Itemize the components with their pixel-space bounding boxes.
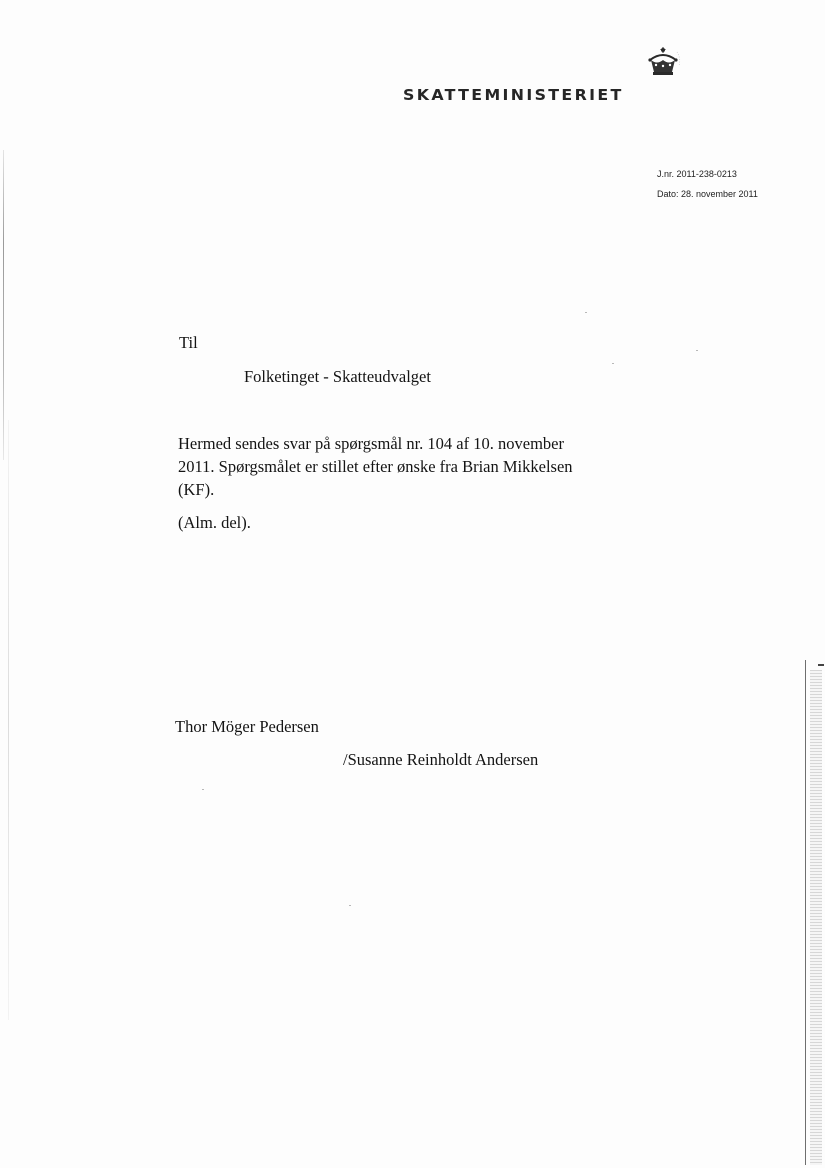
- letter-body: [178, 432, 598, 501]
- scan-speck: [202, 789, 204, 790]
- note: (Alm. del).: [178, 513, 251, 532]
- body-line: (KF).: [178, 480, 215, 499]
- scan-edge-right-texture: [810, 670, 822, 1165]
- scan-speck: [612, 363, 614, 364]
- recipient: Folketinget - Skatteudvalget: [244, 367, 431, 386]
- scan-edge-mark: [818, 664, 824, 666]
- body-line: 2011. Spørgsmålet er stillet efter ønske fra Brian Mikkelsen: [178, 457, 573, 476]
- scan-speck: [696, 350, 698, 351]
- scan-speck: [349, 905, 351, 906]
- scan-speck: [585, 312, 587, 313]
- letter-date: Dato: 28. november 2011: [657, 189, 758, 199]
- scan-edge-left-faint: [8, 420, 9, 1020]
- sender-name: Thor Möger Pedersen: [175, 717, 319, 736]
- scan-edge-left: [3, 150, 4, 460]
- signatory-name: /Susanne Reinholdt Andersen: [343, 750, 539, 769]
- scan-edge-right: [805, 660, 806, 1165]
- ministry-name: SKATTEMINISTERIET: [403, 86, 624, 104]
- royal-crown-icon: [642, 46, 684, 80]
- journal-number: J.nr. 2011-238-0213: [657, 169, 737, 179]
- body-line: Hermed sendes svar på spørgsmål nr. 104 af 10. november: [178, 434, 564, 453]
- to-label: Til: [179, 333, 198, 352]
